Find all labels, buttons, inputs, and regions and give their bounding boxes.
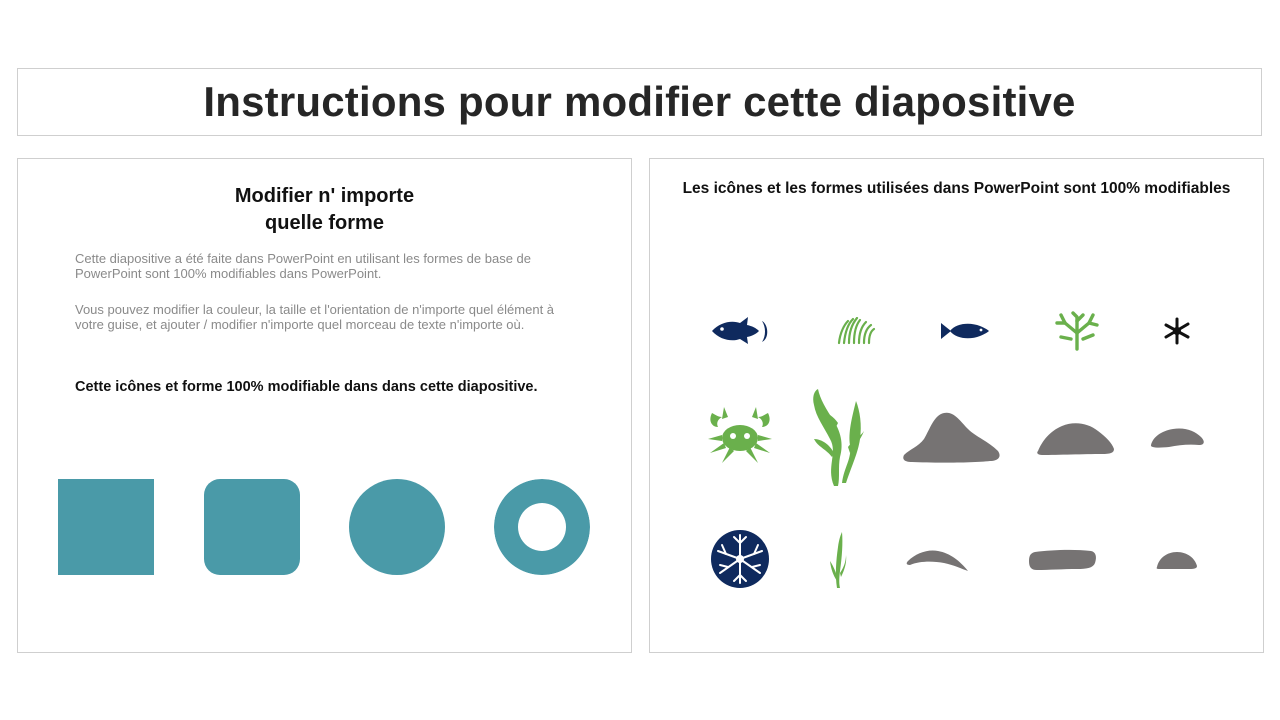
rock-small-icon: [1149, 427, 1205, 449]
grass-tuft-icon: [836, 317, 876, 345]
fish-icon: [710, 314, 772, 348]
flat-rock-icon: [906, 547, 970, 573]
starfish-icon: [1163, 317, 1191, 345]
seaweed-icon: [808, 387, 866, 487]
teal-rounded-square-shape: [204, 479, 300, 575]
right-panel: [649, 158, 1264, 653]
coral-icon: [1055, 311, 1099, 351]
left-heading: [18, 183, 631, 237]
teal-donut-shape: [494, 479, 590, 575]
paragraph-1: Cette diapositive a été faite dans PowerPoint en utilisant les formes de base de PowerPoint sont 100% modifiables dans PowerPoint.: [75, 251, 531, 281]
stone-icon: [1155, 550, 1199, 570]
left-heading-line1: Modifier n' importe: [234, 185, 415, 207]
left-heading-line2: quelle forme: [265, 212, 384, 234]
rock-medium-icon: [1036, 421, 1116, 455]
teal-square-shape: [58, 479, 154, 575]
pebble-icon: [1029, 549, 1097, 571]
kelp-icon: [828, 531, 848, 589]
left-panel: [17, 158, 632, 653]
paragraph-2: Vous pouvez modifier la couleur, la taille et l'orientation de n'importe quel élément à votre guise, et ajouter / modifier n'importe quel morceau de texte n'importe où.: [75, 302, 555, 332]
sea-urchin-icon: [710, 529, 770, 589]
right-heading: Les icônes et les formes utilisées dans PowerPoint sont 100% modifiables: [682, 180, 1231, 197]
rock-large-icon: [902, 411, 1002, 463]
slide-title: Instructions pour modifier cette diapositive: [203, 78, 1076, 125]
title-box: [17, 68, 1262, 136]
teal-circle-shape: [349, 479, 445, 575]
crab-icon: [706, 407, 774, 465]
bold-note: Cette icônes et forme 100% modifiable dans dans cette diapositive.: [75, 379, 538, 395]
small-fish-icon: [940, 319, 990, 343]
